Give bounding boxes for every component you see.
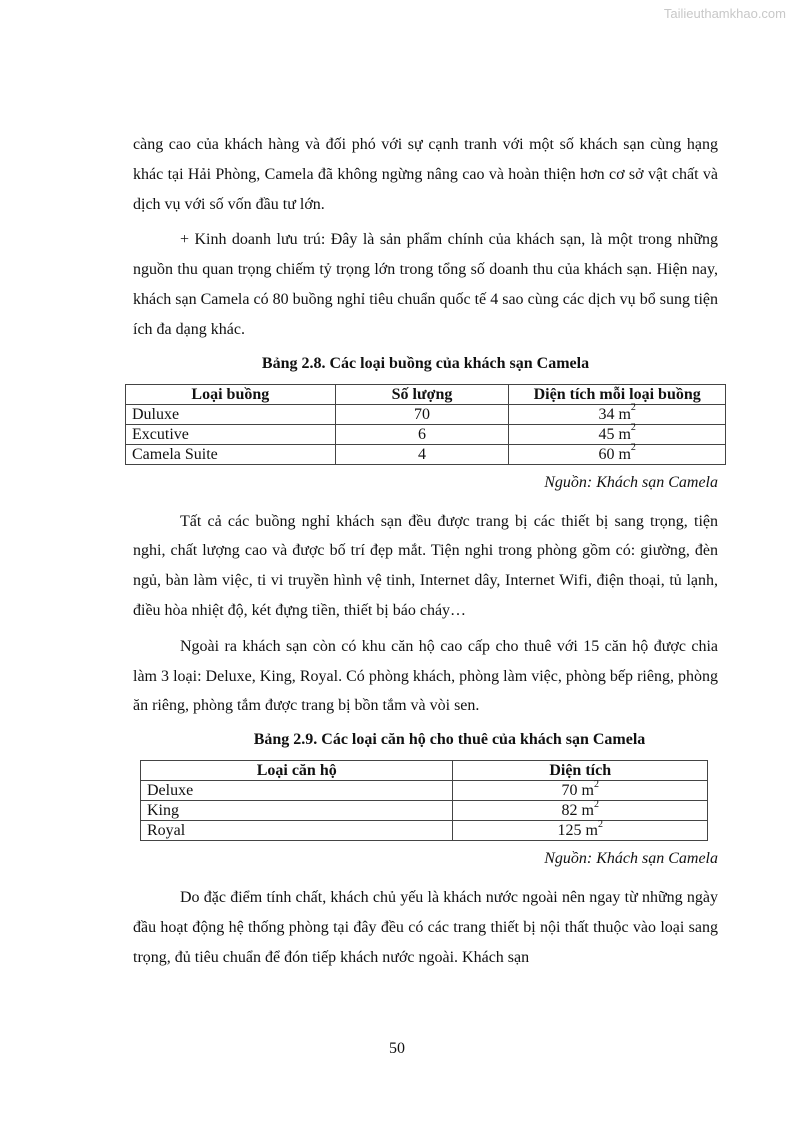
- paragraph-4: Ngoài ra khách sạn còn có khu căn hộ cao cấp cho thuê với 15 căn hộ được chia làm 3 loại: Deluxe, King, Royal. Có phòng khách, phòng làm việc, phòng bếp riêng, phòng ăn riêng, phòng tắm được trang bị bồn tắm và vòi sen.: [133, 637, 718, 715]
- page-number: 50: [389, 1040, 405, 1057]
- room-types-table: [125, 384, 726, 465]
- apartment-types-table: [140, 760, 708, 841]
- table-row: [126, 444, 726, 464]
- room-count-cell: 4: [335, 444, 509, 464]
- room-area-cell: 60 $m^2$: [509, 444, 726, 464]
- column-header: Diện tích mỗi loại buồng: [509, 384, 726, 404]
- table-1-source: Nguồn: Khách sạn Camela: [544, 473, 718, 491]
- apartment-area-cell: 125 $m^2$: [453, 821, 708, 841]
- apartment-type-cell: Royal: [141, 821, 453, 841]
- room-count-cell: 6: [335, 424, 509, 444]
- table-2-caption: Bảng 2.9. Các loại căn hộ cho thuê của khách sạn Camela: [253, 731, 646, 749]
- table-row: [141, 801, 708, 821]
- table-1-caption: Bảng 2.8. Các loại buồng của khách sạn Camela: [261, 354, 590, 372]
- apartment-type-cell: Deluxe: [141, 781, 453, 801]
- column-header: Số lượng: [335, 384, 509, 404]
- room-type-cell: Camela Suite: [126, 444, 336, 464]
- column-header: Loại căn hộ: [141, 761, 453, 781]
- table-header-row: [141, 761, 708, 781]
- apartment-area-cell: 70 $m^2$: [453, 781, 708, 801]
- paragraph-2: + Kinh doanh lưu trú: Đây là sản phẩm chính của khách sạn, là một trong những nguồn thu quan trọng chiếm tỷ trọng lớn trong tổng số doanh thu của khách sạn. Hiện nay, khách sạn Camela có 80 buồng nghỉ tiêu chuẩn quốc tế 4 sao cùng các dịch vụ bổ sung tiện ích đa dạng khác.: [133, 231, 718, 338]
- column-header: Loại buồng: [126, 384, 336, 404]
- room-area-cell: 45 $m^2$: [509, 424, 726, 444]
- apartment-area-cell: 82 $m^2$: [453, 801, 708, 821]
- paragraph-1: càng cao của khách hàng và đối phó với sự cạnh tranh với một số khách sạn cùng hạng khác tại Hải Phòng, Camela đã không ngừng nâng cao và hoàn thiện hơn cơ sở vật chất và dịch vụ với số vốn đầu tư lớn.: [133, 136, 718, 213]
- room-area-cell: 34 $m^2$: [509, 404, 726, 424]
- page-content: [133, 130, 718, 973]
- table-2-source: Nguồn: Khách sạn Camela: [544, 850, 718, 868]
- paragraph-5: Do đặc điểm tính chất, khách chủ yếu là khách nước ngoài nên ngay từ những ngày đầu hoạt động hệ thống phòng tại đây đều có các trang thiết bị nội thất thuộc vào loại sang trọng, đủ tiêu chuẩn để đón tiếp khách nước ngoài. Khách sạn: [133, 889, 718, 966]
- table-row: [141, 821, 708, 841]
- paragraph-3: Tất cả các buồng nghỉ khách sạn đều được trang bị các thiết bị sang trọng, tiện nghi, chất lượng cao và được bố trí đẹp mắt. Tiện nghi trong phòng gồm có: giường, đèn ngủ, bàn làm việc, ti vi truyền hình vệ tinh, Internet dây, Internet Wifi, điện thoại, tủ lạnh, điều hòa nhiệt độ, két đựng tiền, thiết bị báo cháy…: [133, 512, 718, 619]
- table-row: [141, 781, 708, 801]
- apartment-type-cell: King: [141, 801, 453, 821]
- room-count-cell: 70: [335, 404, 509, 424]
- watermark: Tailieuthamkhao.com: [663, 6, 786, 21]
- room-type-cell: Duluxe: [126, 404, 336, 424]
- room-type-cell: Excutive: [126, 424, 336, 444]
- column-header: Diện tích: [453, 761, 708, 781]
